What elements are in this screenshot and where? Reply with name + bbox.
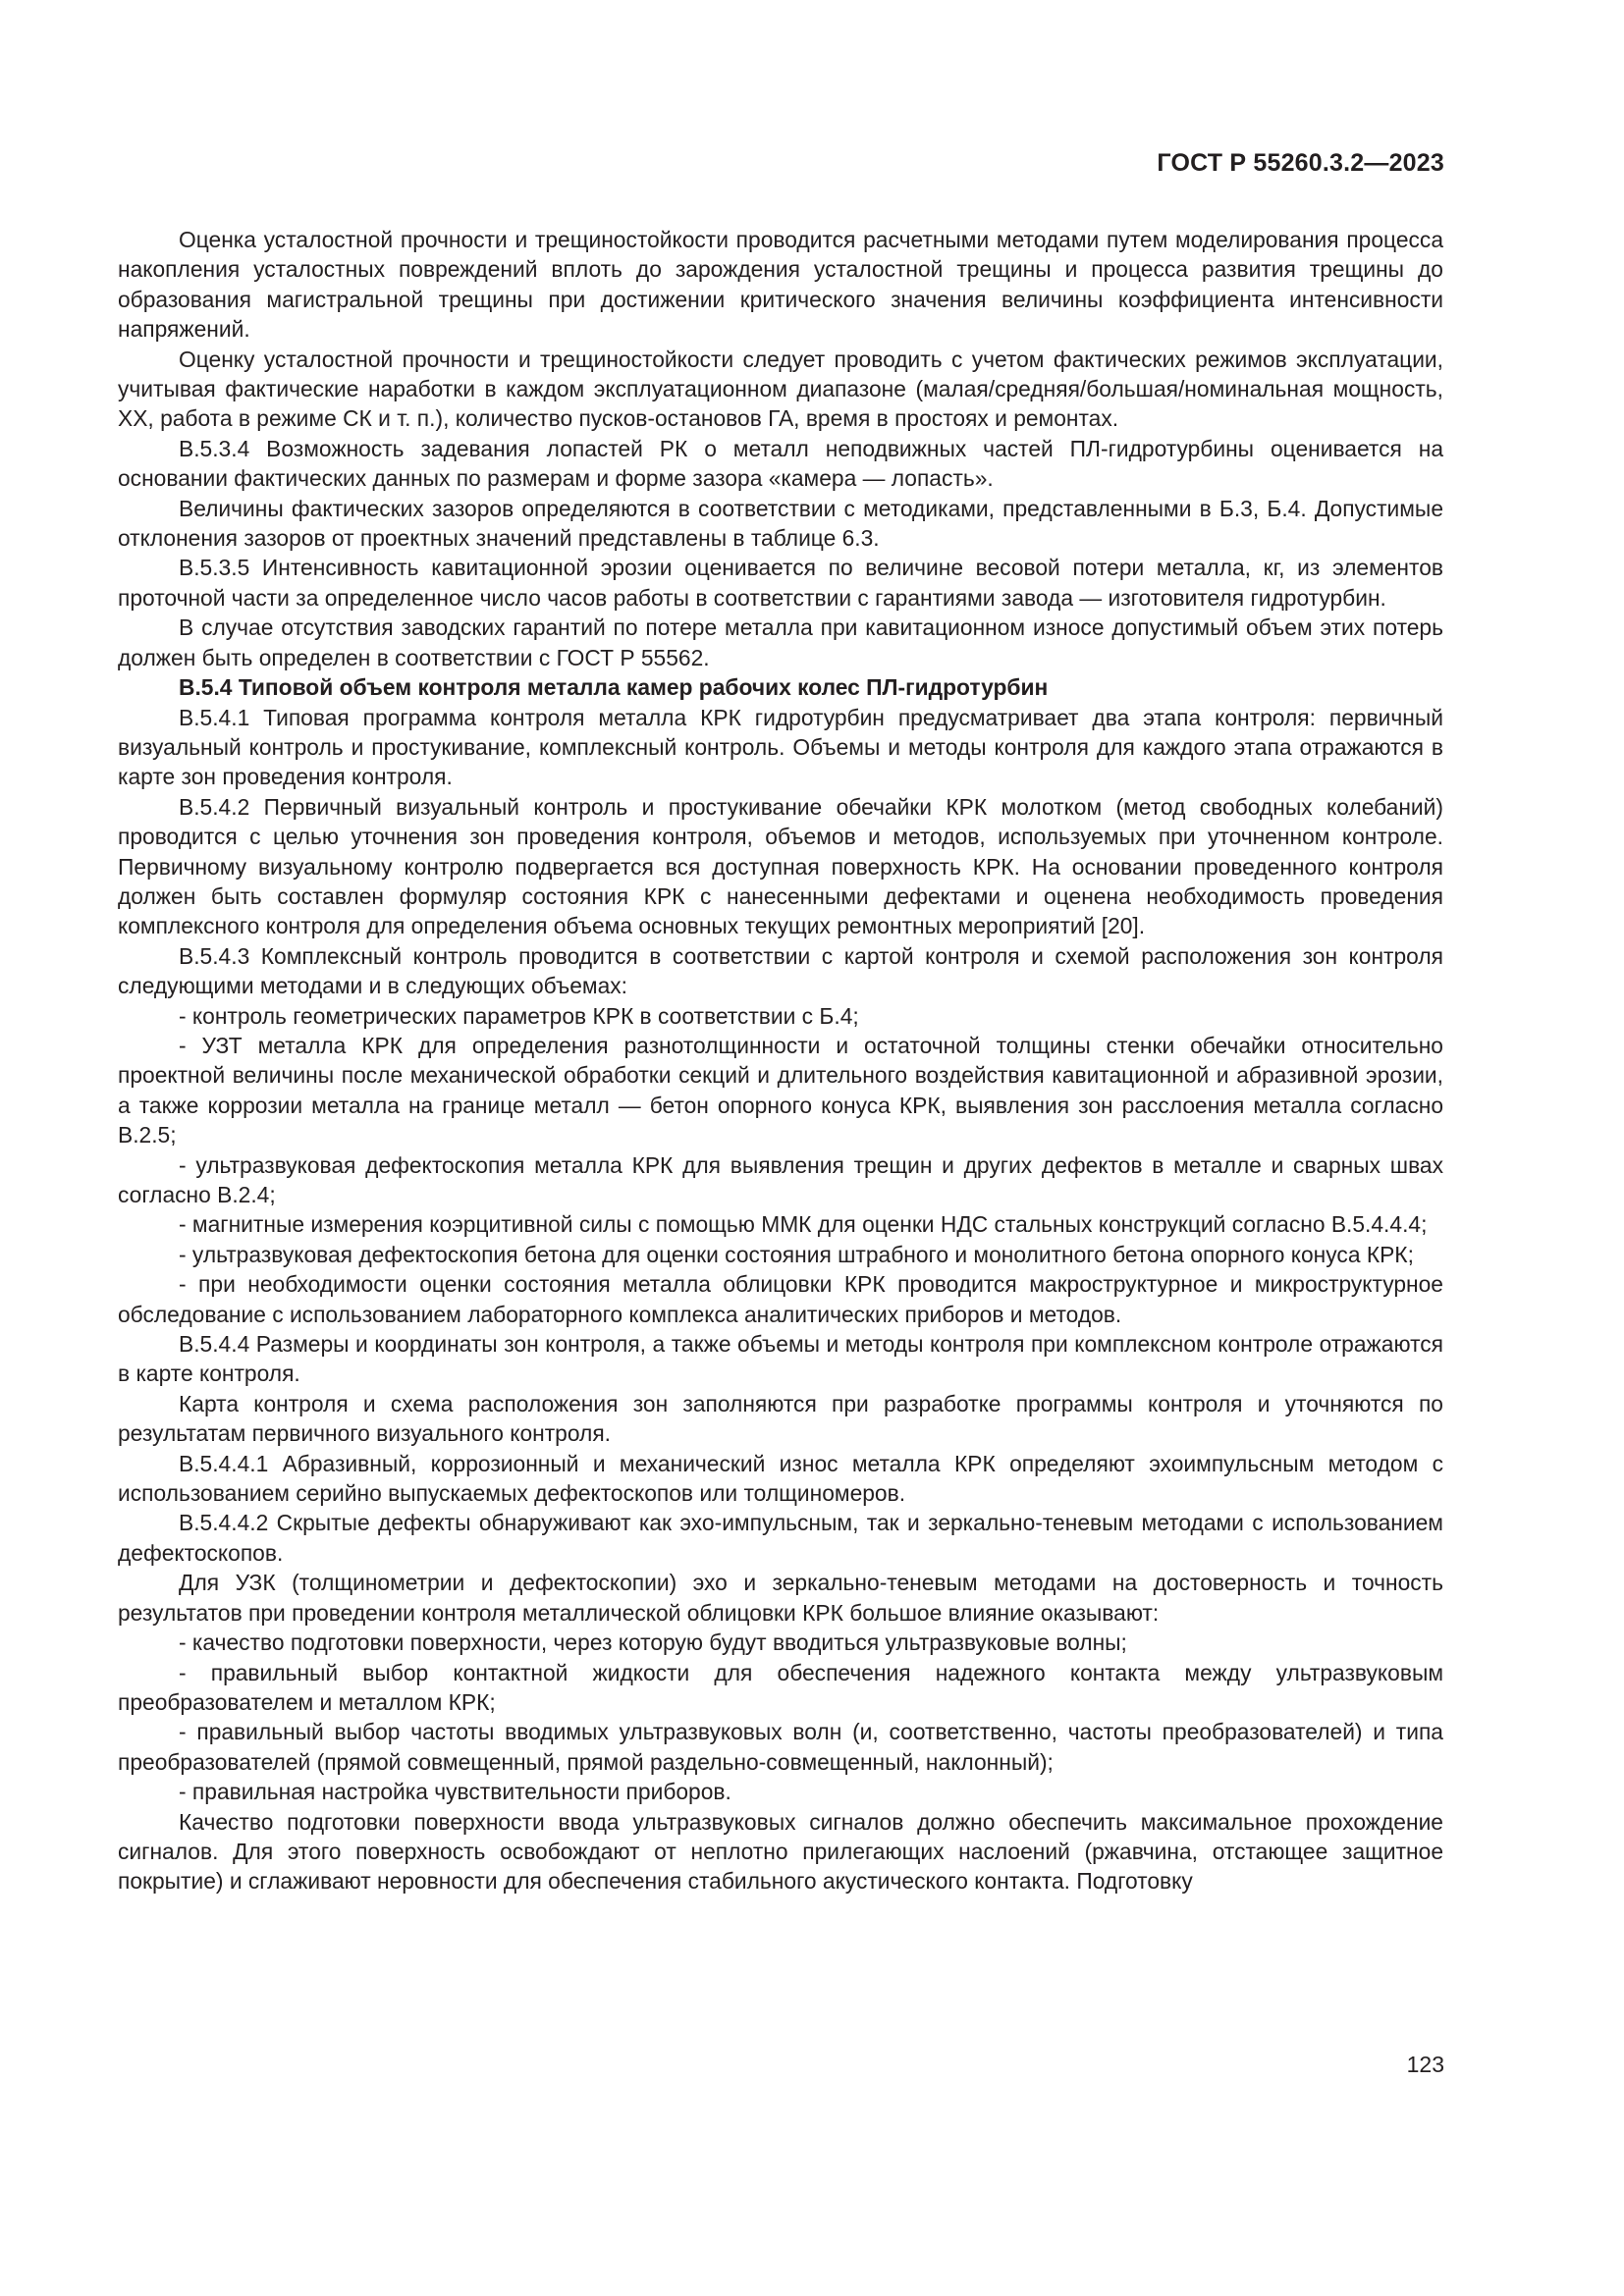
paragraph: - при необходимости оценки состояния металла облицовки КРК проводится макроструктурное и микроструктурное обследование с использованием лабораторного комплекса аналитических приборов и методов.: [118, 1271, 1443, 1327]
paragraph: - магнитные измерения коэрцитивной силы с помощью ММК для оценки НДС стальных конструкций согласно В.5.4.4.4;: [179, 1211, 1428, 1238]
paragraph: В.5.4.1 Типовая программа контроля металла КРК гидротурбин предусматривает два этапа контроля: первичный визуальный контроль и простукивание, комплексный контроль. Объемы и методы контроля для каждого этапа отражаются в карте зон проведения контроля.: [118, 704, 1443, 790]
paragraph: - контроль геометрических параметров КРК в соответствии с Б.4;: [179, 1002, 859, 1029]
paragraph: Оценка усталостной прочности и трещиностойкости проводится расчетными методами путем моделирования процесса накопления усталостных повреждений вплоть до зарождения усталостной трещины и процесса развития трещины до образования магистральной трещины при достижении критического значения величины коэффициента интенсивности напряжений.: [118, 227, 1443, 343]
paragraph: - правильный выбор частоты вводимых ультразвуковых волн (и, соответственно, частоты преобразователей) и типа преобразователей (прямой совмещенный, прямой раздельно-совмещенный, наклонный);: [118, 1719, 1443, 1775]
paragraph: В.5.4.4.2 Скрытые дефекты обнаруживают как эхо-импульсным, так и зеркально-теневым методами с использованием дефектоскопов.: [118, 1510, 1443, 1566]
page-number: 123: [1406, 2052, 1444, 2077]
document-body: [118, 225, 1443, 1896]
section-heading: В.5.4 Типовой объем контроля металла камер рабочих колес ПЛ-гидротурбин: [179, 674, 1049, 701]
paragraph: - УЗТ металла КРК для определения разнотолщинности и остаточной толщины стенки обечайки относительно проектной величины после механической обработки секций и длительного воздействия кавитационной и абразивной эрозии, а также коррозии металла на границе металл — бетон опорного конуса КРК, выявления зон расслоения металла согласно В.2.5;: [118, 1032, 1443, 1148]
paragraph: - правильный выбор контактной жидкости для обеспечения надежного контакта между ультразвуковым преобразователем и металлом КРК;: [118, 1659, 1443, 1715]
paragraph: Для УЗК (толщинометрии и дефектоскопии) эхо и зеркально-теневым методами на достоверность и точность результатов при проведении контроля металлической облицовки КРК большое влияние оказывают:: [118, 1570, 1443, 1626]
paragraph: - ультразвуковая дефектоскопия бетона для оценки состояния штрабного и монолитного бетона опорного конуса КРК;: [179, 1241, 1414, 1267]
paragraph: В.5.4.2 Первичный визуальный контроль и простукивание обечайки КРК молотком (метод свободных колебаний) проводится с целью уточнения зон проведения контроля, объемов и методов, используемых при уточненном контроле. Первичному визуальному контролю подвергается вся доступная поверхность КРК. На основании проведенного контроля должен быть составлен формуляр состояния КРК с нанесенными дефектами и оценена необходимость проведения комплексного контроля для определения объема основных текущих ремонтных мероприятий [20].: [118, 793, 1443, 939]
paragraph: В.5.4.4.1 Абразивный, коррозионный и механический износ металла КРК определяют эхоимпульсным методом с использованием серийно выпускаемых дефектоскопов или толщиномеров.: [118, 1450, 1443, 1507]
paragraph: В.5.4.4 Размеры и координаты зон контроля, а также объемы и методы контроля при комплексном контроле отражаются в карте контроля.: [118, 1331, 1443, 1387]
document-code-header: ГОСТ Р 55260.3.2—2023: [1157, 149, 1444, 177]
paragraph: В.5.4.3 Комплексный контроль проводится в соответствии с картой контроля и схемой расположения зон контроля следующими методами и в следующих объемах:: [118, 942, 1443, 999]
paragraph: - правильная настройка чувствительности приборов.: [179, 1779, 731, 1805]
paragraph: Оценку усталостной прочности и трещиностойкости следует проводить с учетом фактических режимов эксплуатации, учитывая фактические наработки в каждом эксплуатационном диапазоне (малая/средняя/большая/номинальная мощность, ХХ, работа в режиме СК и т. п.), количество пусков-остановов ГА, время в простоях и ремонтах.: [118, 346, 1443, 432]
paragraph: - качество подготовки поверхности, через которую будут вводиться ультразвуковые волны;: [179, 1629, 1127, 1656]
paragraph: Карта контроля и схема расположения зон заполняются при разработке программы контроля и уточняются по результатам первичного визуального контроля.: [118, 1390, 1443, 1447]
paragraph: В случае отсутствия заводских гарантий по потере металла при кавитационном износе допустимый объем этих потерь должен быть определен в соответствии с ГОСТ Р 55562.: [118, 614, 1443, 670]
paragraph: В.5.3.4 Возможность задевания лопастей РК о металл неподвижных частей ПЛ-гидротурбины оценивается на основании фактических данных по размерам и форме зазора «камера — лопасть».: [118, 435, 1443, 492]
paragraph: Величины фактических зазоров определяются в соответствии с методиками, представленными в Б.3, Б.4. Допустимые отклонения зазоров от проектных значений представлены в таблице 6.3.: [118, 495, 1443, 552]
paragraph: В.5.3.5 Интенсивность кавитационной эрозии оценивается по величине весовой потери металла, кг, из элементов проточной части за определенное число часов работы в соответствии с гарантиями завода — изготовителя гидротурбин.: [118, 555, 1443, 611]
paragraph: Качество подготовки поверхности ввода ультразвуковых сигналов должно обеспечить максимальное прохождение сигналов. Для этого поверхность освобождают от неплотно прилегающих наслоений (ржавчина, отстающее защитное покрытие) и сглаживают неровности для обеспечения стабильного акустического контакта. Подготовку: [118, 1808, 1443, 1895]
paragraph: - ультразвуковая дефектоскопия металла КРК для выявления трещин и других дефектов в металле и сварных швах согласно В.2.4;: [118, 1151, 1443, 1207]
